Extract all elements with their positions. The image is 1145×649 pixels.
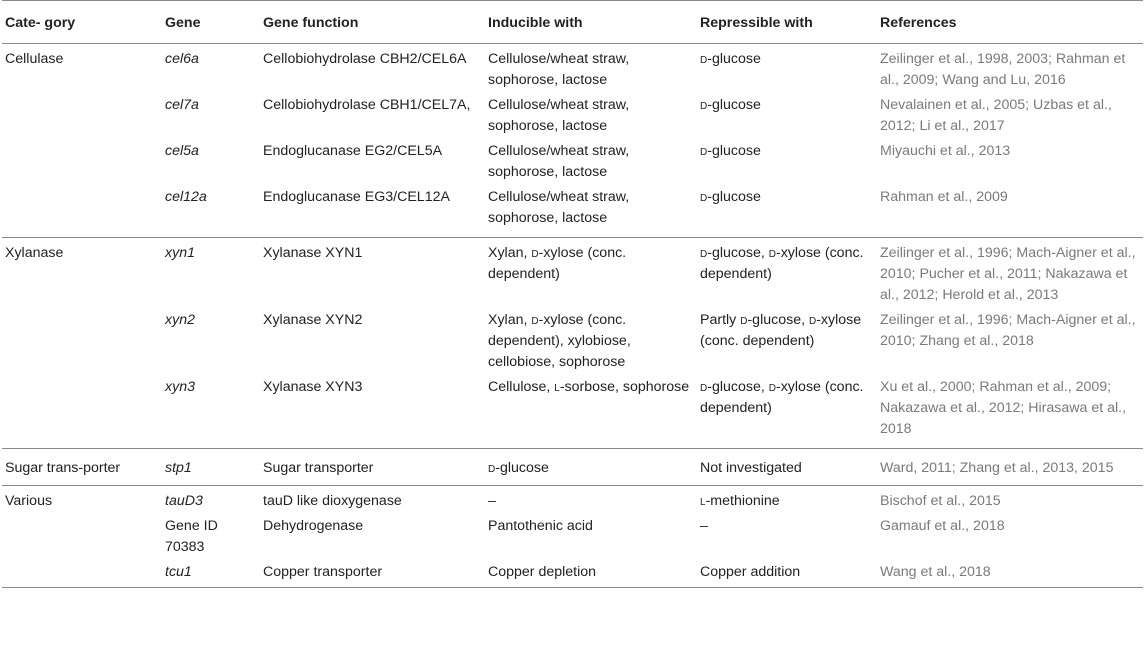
table-row <box>2 44 1143 93</box>
inducible-cell: d-glucose <box>485 449 697 486</box>
function-cell: Dehydrogenase <box>263 518 364 534</box>
category-cell <box>2 559 162 588</box>
table-row <box>2 307 1143 374</box>
category-cell <box>2 92 162 138</box>
header-inducible: Inducible with <box>485 1 697 44</box>
gene-cell: xyn2 <box>165 312 195 328</box>
gene-cell: xyn1 <box>162 238 260 308</box>
function-cell: Endoglucanase EG3/CEL12A <box>263 189 450 205</box>
gene-cell: Gene ID 70383 <box>165 518 218 555</box>
inducible-cell: Xylan, d-xylose (conc. dependent) <box>485 238 697 308</box>
function-cell: Cellobiohydrolase CBH2/CEL6A <box>263 51 467 67</box>
references-cell: Bischof et al., 2015 <box>877 486 1143 514</box>
references-cell: Gamauf et al., 2018 <box>880 518 1005 534</box>
function-cell: Copper transporter <box>260 559 485 588</box>
header-repressible: Repressible with <box>697 1 877 44</box>
header-row <box>2 1 1143 44</box>
table-row <box>2 238 1143 308</box>
category-cell <box>2 374 162 449</box>
function-cell: Endoglucanase EG2/CEL5A <box>263 143 443 159</box>
table-row <box>2 138 1143 184</box>
header-gene-function: Gene function <box>260 1 485 44</box>
repressible-cell: d-glucose, d-xylose (conc. dependent) <box>700 379 864 416</box>
category-cell <box>2 513 162 559</box>
inducible-cell: Xylan, d-xylose (conc. dependent), xylobiose, cellobiose, sophorose <box>488 312 631 370</box>
function-cell: tauD like dioxygenase <box>260 486 485 514</box>
table-row <box>2 486 1143 514</box>
gene-cell: tcu1 <box>162 559 260 588</box>
function-cell: Cellobiohydrolase CBH1/CEL7A, <box>263 97 471 113</box>
inducible-cell: Cellulose/wheat straw, sophorose, lactose <box>488 51 630 88</box>
repressible-cell: Not investigated <box>697 449 877 486</box>
category-cell <box>2 307 162 374</box>
gene-cell: cel5a <box>165 143 199 159</box>
inducible-cell: Cellulose, l-sorbose, sophorose <box>488 379 690 395</box>
function-cell: Xylanase XYN3 <box>263 379 363 395</box>
repressible-cell: – <box>700 518 708 534</box>
category-cell <box>2 138 162 184</box>
references-cell: Ward, 2011; Zhang et al., 2013, 2015 <box>877 449 1143 486</box>
category-cell: Sugar trans-porter <box>2 449 162 486</box>
gene-cell: cel6a <box>165 51 199 67</box>
table-row <box>2 374 1143 449</box>
inducible-cell: Copper depletion <box>485 559 697 588</box>
repressible-cell: Copper addition <box>697 559 877 588</box>
table-row <box>2 184 1143 238</box>
header-gene: Gene <box>162 1 260 44</box>
table-row <box>2 513 1143 559</box>
repressible-cell: d-glucose, d-xylose (conc. dependent) <box>697 238 877 308</box>
table-row <box>2 92 1143 138</box>
repressible-cell: l-methionine <box>697 486 877 514</box>
inducible-cell: Cellulose/wheat straw, sophorose, lactose <box>488 97 630 134</box>
repressible-cell: Partly d-glucose, d-xylose (conc. dependent) <box>700 312 862 349</box>
inducible-cell: – <box>485 486 697 514</box>
gene-cell: tauD3 <box>162 486 260 514</box>
repressible-cell: d-glucose <box>700 51 761 67</box>
references-cell: Zeilinger et al., 1996; Mach-Aigner et al., 2010; Zhang et al., 2018 <box>880 312 1136 349</box>
category-cell: Xylanase <box>2 238 162 308</box>
gene-cell: cel12a <box>165 189 207 205</box>
gene-cell: stp1 <box>162 449 260 486</box>
table-row <box>2 449 1143 486</box>
gene-cell: cel7a <box>165 97 199 113</box>
function-cell: Xylanase XYN1 <box>260 238 485 308</box>
repressible-cell: d-glucose <box>700 143 761 159</box>
references-cell: Wang et al., 2018 <box>877 559 1143 588</box>
header-category: Cate- gory <box>2 1 162 44</box>
function-cell: Xylanase XYN2 <box>263 312 363 328</box>
header-references: References <box>877 1 1143 44</box>
references-cell: Xu et al., 2000; Rahman et al., 2009; Nakazawa et al., 2012; Hirasawa et al., 2018 <box>880 379 1127 437</box>
function-cell: Sugar transporter <box>260 449 485 486</box>
gene-cell: xyn3 <box>165 379 195 395</box>
inducible-cell: Cellulose/wheat straw, sophorose, lactose <box>488 189 630 226</box>
category-cell: Cellulase <box>5 51 64 67</box>
inducible-cell: Cellulose/wheat straw, sophorose, lactose <box>488 143 630 180</box>
references-cell: Zeilinger et al., 1998, 2003; Rahman et al., 2009; Wang and Lu, 2016 <box>880 51 1126 88</box>
references-cell: Miyauchi et al., 2013 <box>880 143 1011 159</box>
references-cell: Zeilinger et al., 1996; Mach-Aigner et al., 2010; Pucher et al., 2011; Nakazawa et al., 2012; Herold et al., 2013 <box>877 238 1143 308</box>
repressible-cell: d-glucose <box>700 97 761 113</box>
category-cell: Various <box>2 486 162 514</box>
references-cell: Nevalainen et al., 2005; Uzbas et al., 2012; Li et al., 2017 <box>880 97 1112 134</box>
repressible-cell: d-glucose <box>700 189 761 205</box>
table-row <box>2 559 1143 588</box>
gene-table <box>2 0 1143 588</box>
inducible-cell: Pantothenic acid <box>488 518 593 534</box>
references-cell: Rahman et al., 2009 <box>880 189 1008 205</box>
category-cell <box>2 184 162 238</box>
